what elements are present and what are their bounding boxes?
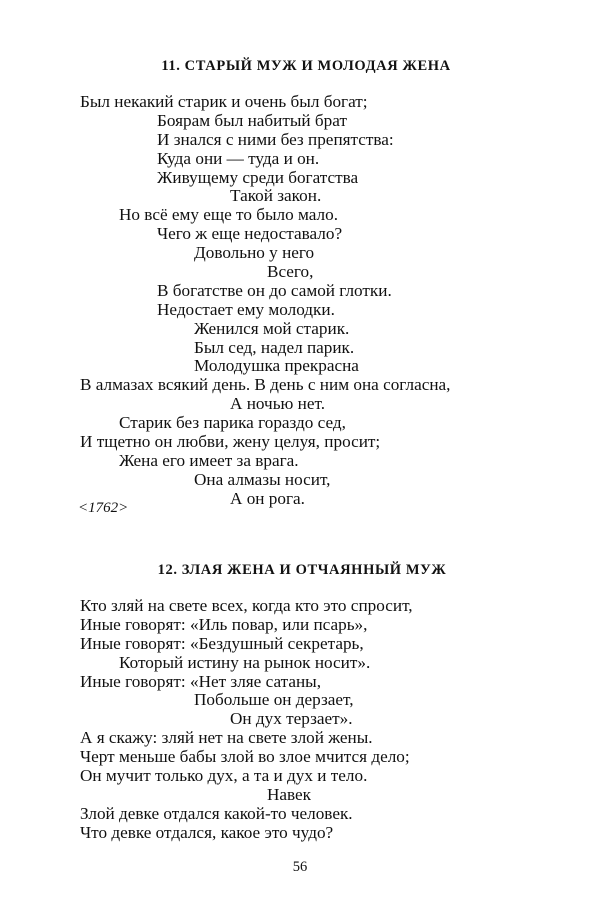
verse-line: А ночью нет. bbox=[230, 394, 326, 414]
verse-line: Она алмазы носит, bbox=[194, 469, 331, 489]
verse-line: В алмазах всякий день. В день с ним она согласна, bbox=[80, 375, 451, 395]
verse-line: Злой девке отдался какой-то человек. bbox=[80, 803, 353, 823]
verse-line: Иные говорят: «Бездушный секретарь, bbox=[80, 633, 364, 653]
verse-line: А он рога. bbox=[230, 488, 305, 508]
poem-body bbox=[80, 597, 413, 843]
verse-line: Он дух терзает». bbox=[230, 709, 353, 729]
page-number: 56 bbox=[292, 859, 308, 875]
verse-line: Старик без парика гораздо сед, bbox=[119, 413, 346, 433]
verse-line: Жена его имеет за врага. bbox=[119, 450, 299, 470]
verse-line: Был некакий старик и очень был богат; bbox=[80, 92, 368, 111]
verse-line: Что девке отдался, какое это чудо? bbox=[80, 822, 334, 842]
verse-line: Живущему среди богатства bbox=[157, 167, 359, 187]
verse-line: Чего ж еще недоставало? bbox=[157, 224, 343, 244]
verse-line: Довольно у него bbox=[194, 243, 315, 263]
verse-line: Женился мой старик. bbox=[194, 318, 350, 338]
poem-date: <1762> bbox=[78, 500, 129, 516]
verse-line: Кто зляй на свете всех, когда кто это спросит, bbox=[80, 596, 413, 615]
verse-line: Побольше он дерзает, bbox=[194, 690, 354, 710]
verse-line: Иные говорят: «Иль повар, или псарь», bbox=[80, 614, 368, 634]
verse-line: Молодушка прекрасна bbox=[194, 356, 359, 376]
verse-line: Был сед, надел парик. bbox=[194, 337, 355, 357]
verse-line: Черт меньше бабы злой во злое мчится дело; bbox=[80, 747, 410, 767]
verse-line: Навек bbox=[267, 784, 312, 804]
verse-line: В богатстве он до самой глотки. bbox=[157, 280, 392, 300]
verse-line: Иные говорят: «Нет зляе сатаны, bbox=[80, 671, 322, 691]
verse-line: И тщетно он любви, жену целуя, просит; bbox=[80, 432, 381, 452]
poem-title: 12. ЗЛАЯ ЖЕНА И ОТЧАЯННЫЙ МУЖ bbox=[157, 562, 447, 578]
verse-line: Который истину на рынок носит». bbox=[119, 652, 371, 672]
verse-line: Куда они — туда и он. bbox=[157, 148, 320, 168]
verse-line: Всего, bbox=[267, 262, 314, 282]
verse-line: А я скажу: зляй нет на свете злой жены. bbox=[80, 728, 373, 748]
verse-line: Такой закон. bbox=[230, 186, 322, 206]
verse-line: И знался с ними без препятства: bbox=[157, 129, 394, 149]
verse-line: Он мучит только дух, а та и дух и тело. bbox=[80, 766, 368, 786]
poem-title: 11. СТАРЫЙ МУЖ И МОЛОДАЯ ЖЕНА bbox=[161, 58, 451, 74]
verse-line: Но всё ему еще то было мало. bbox=[119, 205, 338, 225]
poem-body bbox=[80, 93, 450, 509]
verse-line: Боярам был набитый брат bbox=[157, 110, 347, 130]
verse-line: Недостает ему молодки. bbox=[157, 299, 335, 319]
